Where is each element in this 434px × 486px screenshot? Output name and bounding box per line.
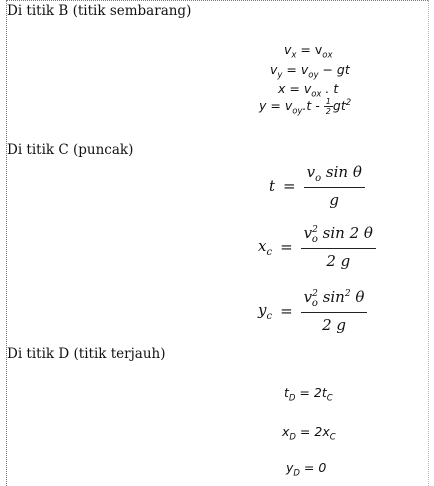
equation-yd: $y_D = 0$ [286, 460, 327, 479]
fraction-yc: $\frac{v^2_o \sin^2 \theta}{2 g}$ [301, 285, 368, 337]
heading-point-c: Di titik C (puncak) [7, 142, 134, 158]
fraction-xc: $\frac{v^2_o \sin 2 \theta}{2 g}$ [301, 221, 376, 273]
page-border-right [428, 0, 429, 486]
equation-y: $y = v_{oy}.t$ - $\frac{1}{2}$ $gt^2$ [259, 97, 352, 117]
page-border-left [6, 0, 7, 486]
fraction-t-peak: $\frac{v_o \sin \theta}{g}$ [304, 160, 365, 212]
equation-xc: $x_c$ = $\frac{v^2_o \sin 2 \theta}{2 g}$ [258, 221, 376, 273]
heading-point-d: Di titik D (titik terjauh) [7, 346, 166, 362]
page-border-top [6, 0, 428, 1]
fraction-one-half: $\frac{1}{2}$ [325, 97, 331, 116]
equation-vy: $v_y = v_{oy}$ − gt [270, 62, 350, 81]
equation-t-peak: t = $\frac{v_o \sin \theta}{g}$ [269, 160, 365, 212]
equation-td: $t_D = 2t_C$ [284, 385, 333, 404]
equation-vx: $v_x = v_{ox}$ [284, 42, 333, 61]
equation-x: $x = v_{ox}$ . t [278, 81, 339, 100]
equation-xd: $x_D = 2x_C$ [282, 424, 336, 443]
equation-yc: $y_c$ = $\frac{v^2_o \sin^2 \theta}{2 g}$ [258, 285, 367, 337]
heading-point-b: Di titik B (titik sembarang) [7, 3, 192, 19]
